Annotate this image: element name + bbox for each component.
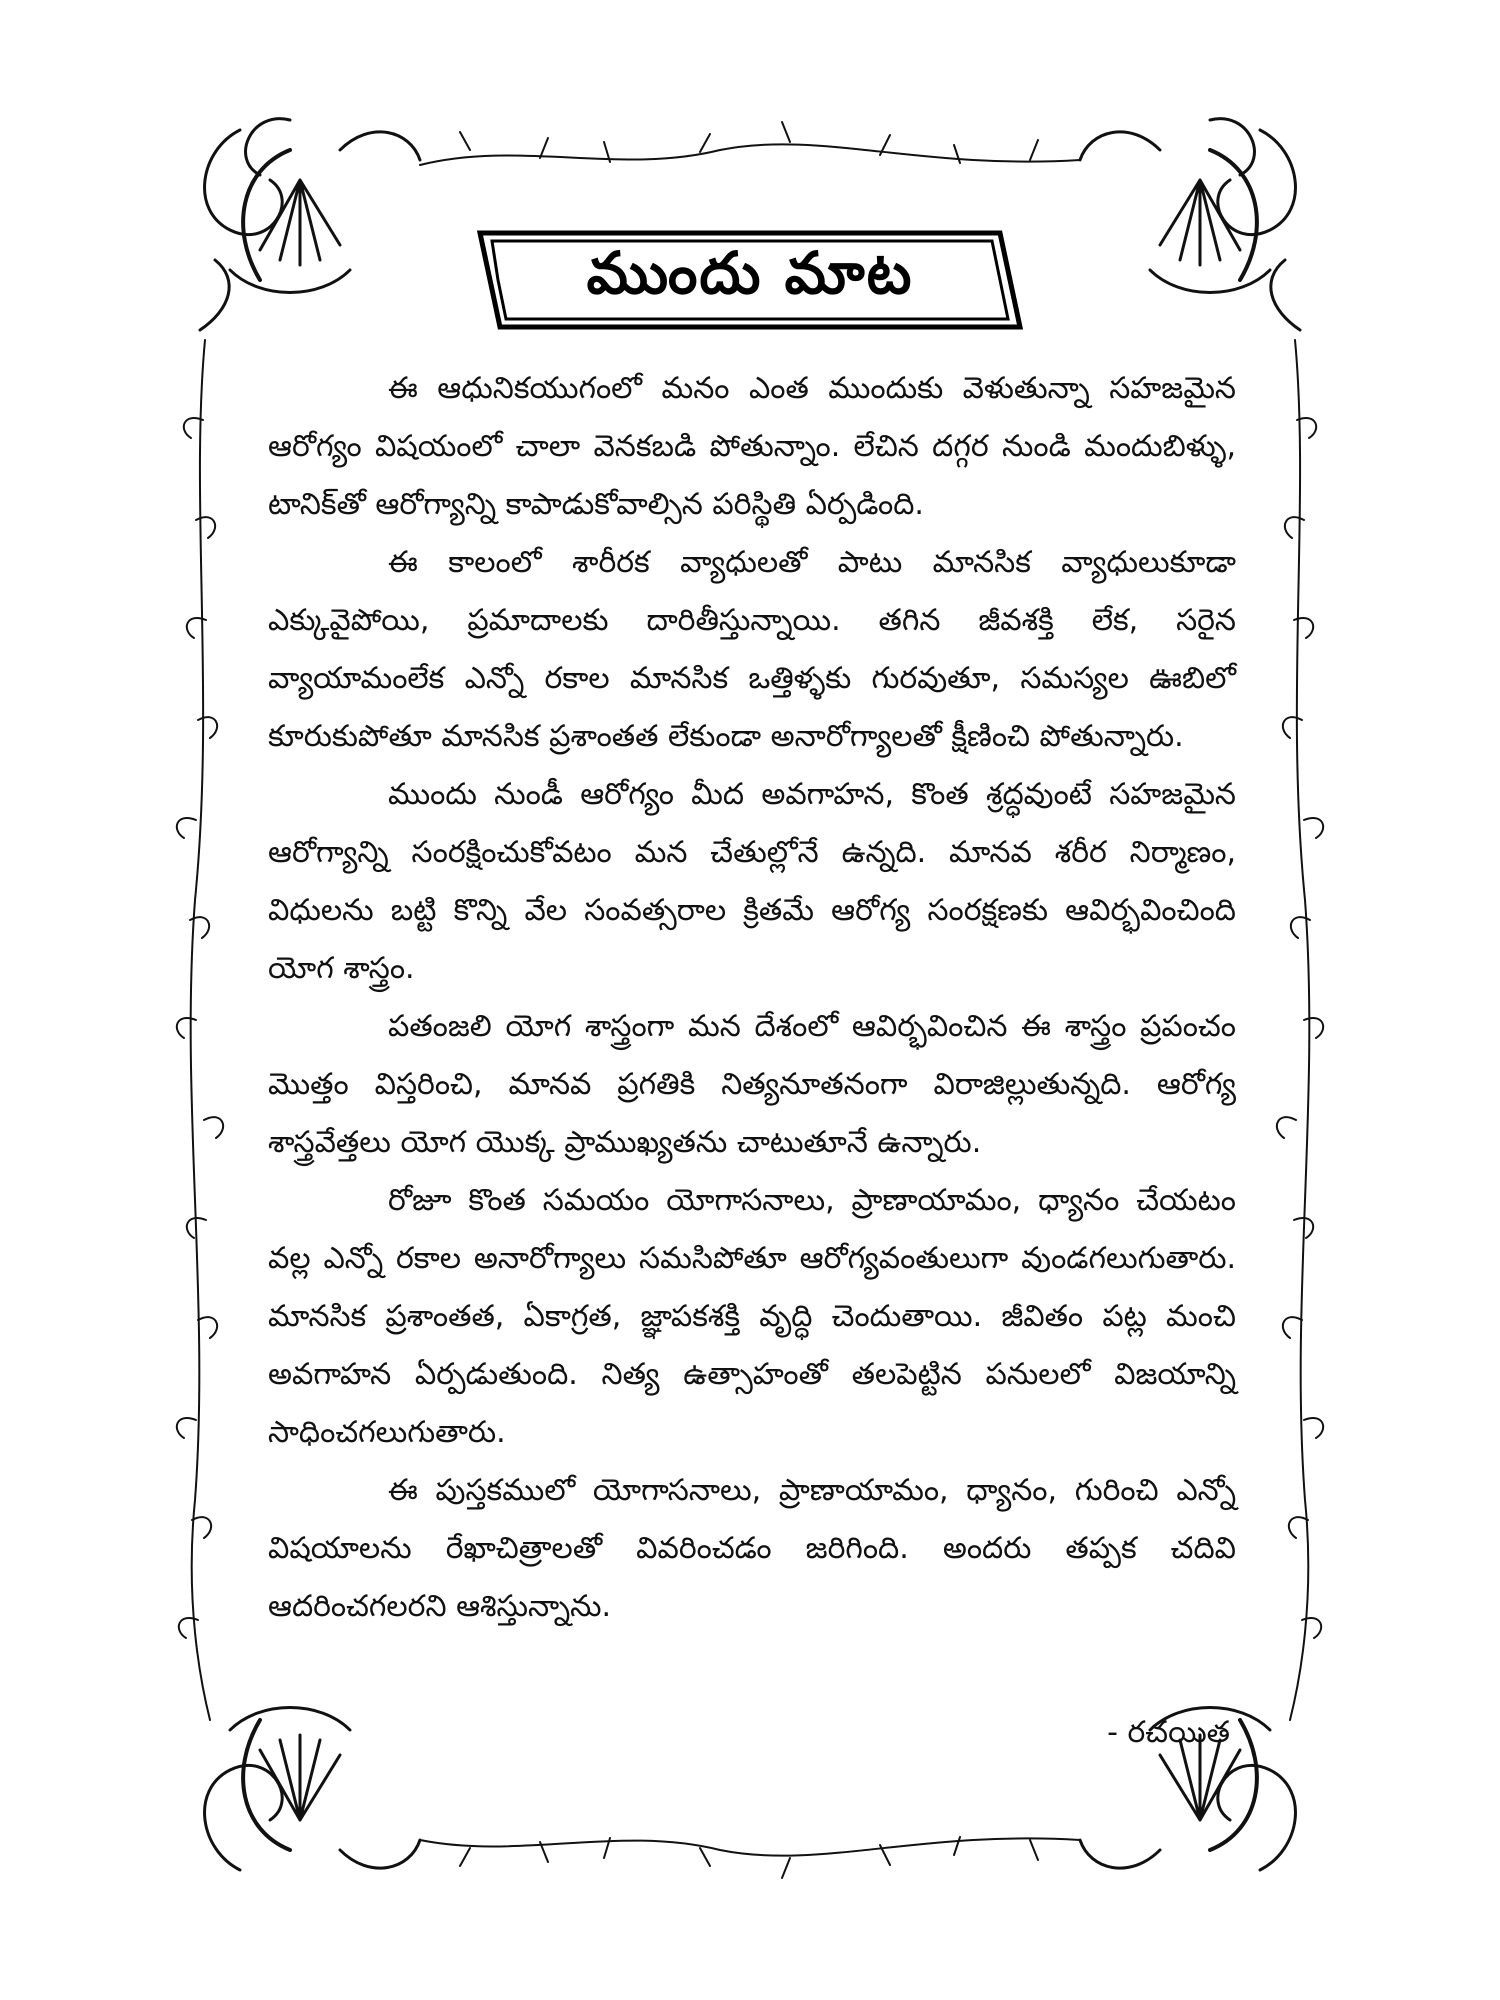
paragraph-4: పతంజలి యోగ శాస్త్రంగా మన దేశంలో ఆవిర్భవించిన ఈ శాస్త్రం ప్రపంచం మొత్తం విస్తరించి, మానవ ప్రగతికి నిత్యనూతనంగా విరాజిల్లుతున్నది. ఆరోగ్య శాస్త్రవేత్తలు యోగ యొక్క ప్రాముఖ్యతను చాటుతూనే ఉన్నారు. [268, 1009, 1236, 1160]
corner-ornament-top-right [1080, 119, 1300, 330]
paragraph-1: ఈ ఆధునికయుగంలో మనం ఎంత ముందుకు వెళుతున్నా సహజమైన ఆరోగ్యం విషయంలో చాలా వెనకబడి పోతున్నాం. లేచిన దగ్గర నుండి మందుబిళ్ళు, టానిక్‌తో ఆరోగ్యాన్ని కాపాడుకోవాల్సిన పరిస్థితి ఏర్పడింది. [268, 371, 1236, 522]
paragraph-6: ఈ పుస్తకములో యోగాసనాలు, ప్రాణాయామం, ధ్యానం, గురించి ఎన్నో విషయాలను రేఖాచిత్రాలతో వివరించడం జరిగింది. అందరు తప్పక చదివి ఆదరించగలరని ఆశిస్తున్నాను. [268, 1473, 1236, 1624]
title-banner [470, 225, 1030, 335]
bottom-vine [420, 1837, 1080, 1878]
page-title: ముందు మాట [586, 238, 914, 307]
paragraph-5: రోజూ కొంత సమయం యోగాసనాలు, ప్రాణాయామం, ధ్యానం చేయటం వల్ల ఎన్నో రకాల అనారోగ్యాలు సమసిపోతూ ఆరోగ్యవంతులుగా వుండగలుగుతారు. మానసిక ప్రశాంతత, ఏకాగ్రత, జ్ఞాపకశక్తి వృద్ధి చెందుతాయి. జీవితం పట్ల మంచి అవగాహన ఏర్పడుతుంది. నిత్య ఉత్సాహంతో తలపెట్టిన పనులలో విజయాన్ని సాధించగలుగుతారు. [268, 1183, 1236, 1450]
corner-ornament-bottom-left [205, 1708, 420, 1871]
paragraph-2: ఈ కాలంలో శారీరక వ్యాధులతో పాటు మానసిక వ్యాధులుకూడా ఎక్కువైపోయి, ప్రమాదాలకు దారితీస్తున్నాయి. తగిన జీవశక్తి లేక, సరైన వ్యాయామంలేక ఎన్నో రకాల మానసిక ఒత్తిళ్ళకు గురవుతూ, సమస్యల ఊబిలో కూరుకుపోతూ మానసిక ప్రశాంతత లేకుండా అనారోగ్యాలతో క్షీణించి పోతున్నారు. [268, 545, 1236, 754]
author-signature: - రచయిత [1107, 1715, 1230, 1750]
right-vine [1277, 340, 1323, 1720]
paragraph-3: ముందు నుండీ ఆరోగ్యం మీద అవగాహన, కొంత శ్రద్ధవుంటే సహజమైన ఆరోగ్యాన్ని సంరక్షించుకోవటం మన చేతుల్లోనే ఉన్నది. మానవ శరీర నిర్మాణం, విధులను బట్టి కొన్ని వేల సంవత్సరాల క్రితమే ఆరోగ్య సంరక్షణకు ఆవిర్భవించింది యోగ శాస్త్రం. [268, 777, 1236, 986]
left-vine [177, 340, 223, 1720]
corner-ornament-top-left [200, 119, 420, 330]
top-vine [420, 122, 1080, 165]
preface-body [268, 360, 1236, 1636]
